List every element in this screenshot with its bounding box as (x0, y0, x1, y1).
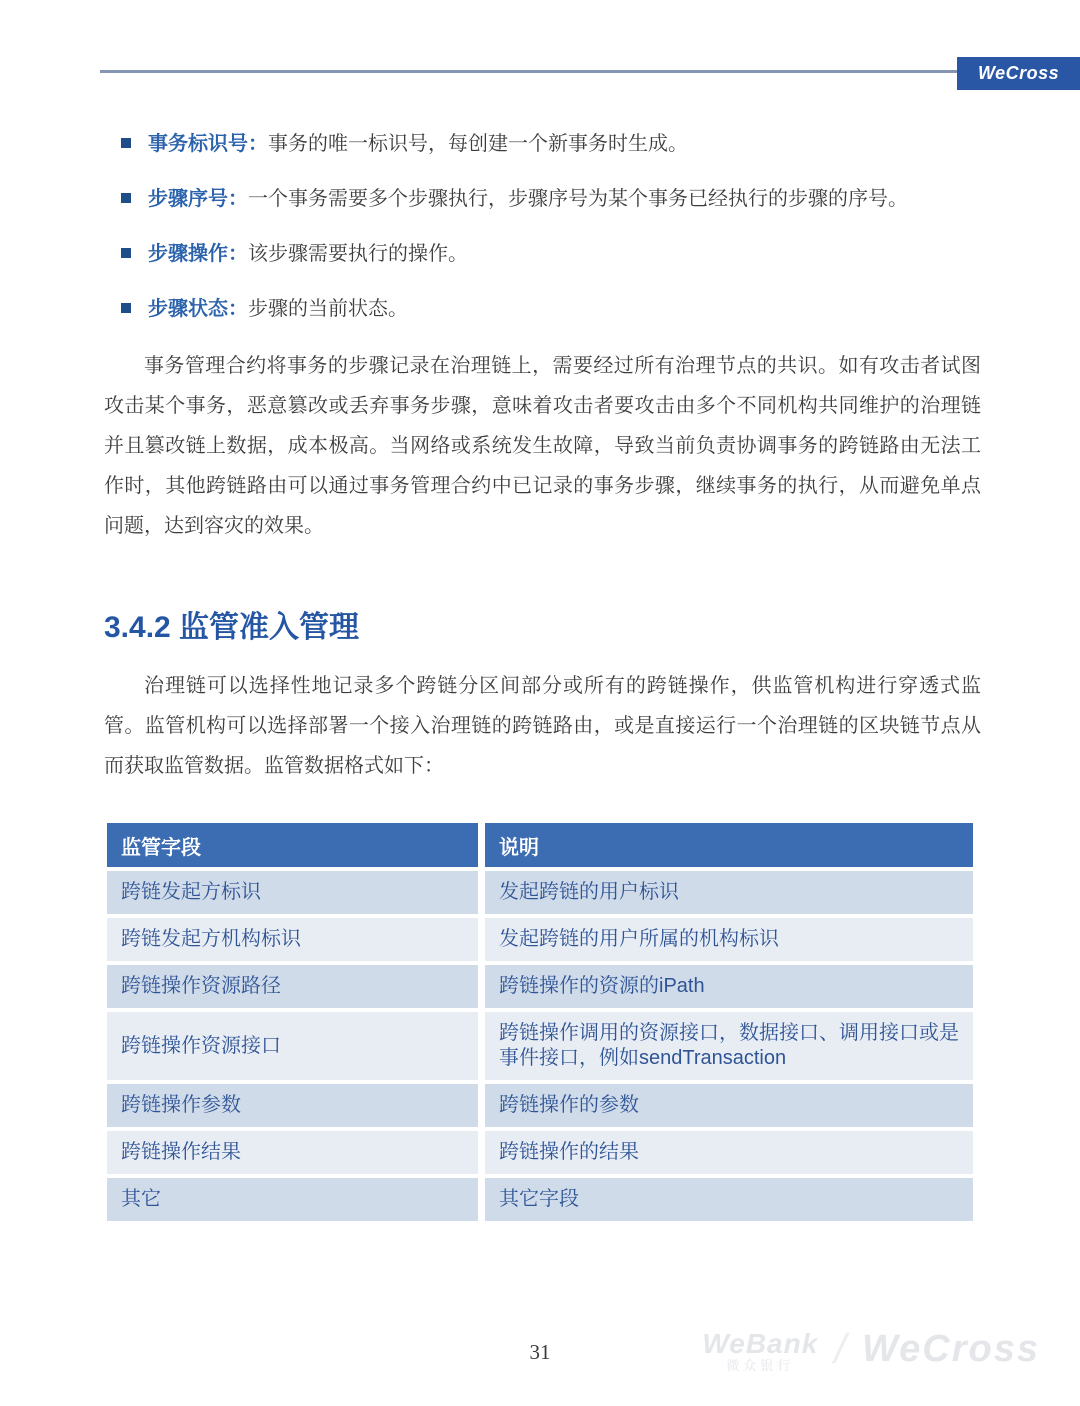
table-header-cell: 监管字段 (107, 823, 485, 867)
table-cell: 其它字段 (485, 1178, 973, 1221)
table-cell: 发起跨链的用户所属的机构标识 (485, 918, 973, 961)
bullet-item (121, 298, 980, 322)
wecross-badge (957, 57, 1080, 90)
bullet-text: 一个事务需要多个步骤执行，步骤序号为某个事务已经执行的步骤的序号。 (248, 188, 908, 210)
table-cell: 跨链操作结果 (107, 1131, 485, 1174)
divider-slash: / (834, 1325, 846, 1372)
table-row (107, 918, 973, 961)
table-cell: 跨链操作的结果 (485, 1131, 973, 1174)
table-cell: 跨链操作调用的资源接口，数据接口、调用接口或是事件接口，例如sendTransaction (485, 1012, 973, 1080)
table-cell: 跨链发起方机构标识 (107, 918, 485, 961)
body-paragraph: 治理链可以选择性地记录多个跨链分区间部分或所有的跨链操作，供监管机构进行穿透式监管。监管机构可以选择部署一个接入治理链的跨链路由，或是直接运行一个治理链的区块链节点从而获取监管数据。监管数据格式如下： (104, 675, 981, 777)
table-row (107, 1012, 973, 1080)
bullet-label: 事务标识号： (148, 133, 268, 155)
bullet-item (121, 188, 980, 212)
table-header-row (107, 823, 973, 867)
bullet-square-icon (121, 248, 131, 258)
table-cell: 跨链操作参数 (107, 1084, 485, 1127)
section-heading: 3.4.2 监管准入管理 (104, 611, 360, 644)
bullet-square-icon (121, 193, 131, 203)
table-cell: 跨链操作的参数 (485, 1084, 973, 1127)
bullet-text: 事务的唯一标识号，每创建一个新事务时生成。 (268, 133, 688, 155)
bullet-label: 步骤操作： (148, 243, 248, 265)
bullet-item (121, 133, 980, 157)
header-rule (100, 70, 957, 73)
table-row (107, 1131, 973, 1174)
bullet-text: 该步骤需要执行的操作。 (248, 243, 468, 265)
table-row (107, 965, 973, 1008)
table-cell: 跨链发起方标识 (107, 871, 485, 914)
bullet-text: 步骤的当前状态。 (248, 298, 408, 320)
table-cell: 跨链操作资源接口 (107, 1012, 485, 1080)
table-row (107, 1178, 973, 1221)
table-cell: 跨链操作的资源的iPath (485, 965, 973, 1008)
wecross-logo: WeCross (861, 1328, 1040, 1370)
supervision-table (107, 819, 973, 1225)
page-number: 31 (529, 1340, 551, 1364)
bullet-square-icon (121, 138, 131, 148)
bullet-item (121, 243, 980, 267)
wecross-badge-label: WeCross (978, 63, 1060, 83)
body-paragraph: 事务管理合约将事务的步骤记录在治理链上，需要经过所有治理节点的共识。如有攻击者试图攻击某个事务，恶意篡改或丢弃事务步骤，意味着攻击者要攻击由多个不同机构共同维护的治理链并且篡改链上数据，成本极高。当网络或系统发生故障，导致当前负责协调事务的跨链路由无法工作时，其他跨链路由可以通过事务管理合约中已记录的事务步骤，继续事务的执行，从而避免单点问题，达到容灾的效果。 (104, 355, 981, 537)
table-cell: 发起跨链的用户标识 (485, 871, 973, 914)
webank-logo (702, 1330, 818, 1374)
webank-logo-text: WeBank (702, 1328, 819, 1359)
webank-logo-chinese: 微众银行 (726, 1358, 795, 1373)
bullet-list (121, 133, 980, 353)
table-row (107, 871, 973, 914)
table-header-cell: 说明 (485, 823, 973, 867)
bullet-label: 步骤序号： (148, 188, 248, 210)
table-cell: 其它 (107, 1178, 485, 1221)
bullet-square-icon (121, 303, 131, 313)
table-row (107, 1084, 973, 1127)
table-cell: 跨链操作资源路径 (107, 965, 485, 1008)
bullet-label: 步骤状态： (148, 298, 248, 320)
footer-watermark (702, 1326, 1040, 1374)
